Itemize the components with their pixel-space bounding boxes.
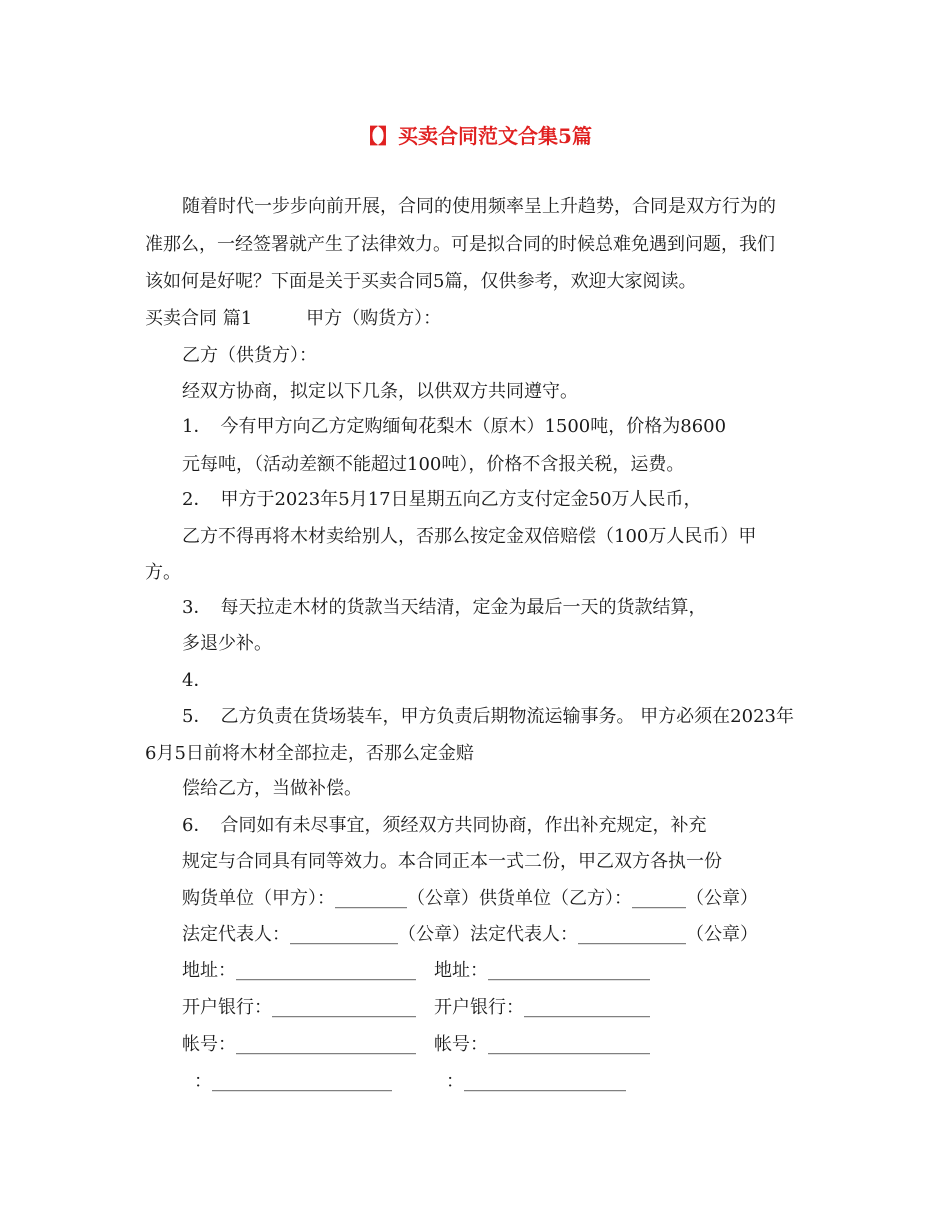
intro-line-2: 准那么，一经签署就产生了法律效力。可是拟合同的时候总难免遇到问题，我们 [145, 234, 775, 255]
clause-line: 乙方不得再将木材卖给别人，否那么按定金双倍赔偿（100万人民币）甲 [182, 526, 757, 547]
clause-line: 6． 合同如有未尽事宜，须经双方共同协商，作出补充规定，补充 [182, 815, 707, 836]
clause-line: 多退少补。 [182, 633, 272, 654]
clause-line: 1． 今有甲方向乙方定购缅甸花梨木（原木）1500吨，价格为8600 [182, 416, 727, 437]
document-title: 【】买卖合同范文合集5篇 [358, 124, 592, 148]
clause-line: 5． 乙方负责在货场装车，甲方负责后期物流运输事务。 甲方必须在2023年 [182, 706, 794, 727]
clause-line: 4． [182, 670, 212, 691]
signature-line: 地址：____________________ 地址：__________________ [182, 960, 650, 981]
section-heading: 买卖合同 篇1 甲方（购货方）： [145, 308, 442, 329]
party-b-line: 乙方（供货方）： [182, 345, 317, 366]
signature-line: 开户银行：________________ 开户银行：______________ [182, 997, 650, 1018]
clause-line: 6月5日前将木材全部拉走，否那么定金赔 [145, 743, 474, 764]
intro-line-1: 随着时代一步步向前开展，合同的使用频率呈上升趋势，合同是双方行为的 [182, 196, 776, 217]
preamble-line: 经双方协商，拟定以下几条，以供双方共同遵守。 [182, 381, 578, 402]
clause-line: 规定与合同具有同等效力。本合同正本一式二份，甲乙双方各执一份 [182, 851, 722, 872]
clause-line: 方。 [145, 562, 181, 583]
clause-line: 2． 甲方于2023年5月17日星期五向乙方支付定金50万人民币， [182, 489, 702, 510]
intro-line-3: 该如何是好呢？下面是关于买卖合同5篇，仅供参考，欢迎大家阅读。 [145, 271, 697, 292]
signature-line: 法定代表人：____________（公章）法定代表人：____________（公章） [182, 924, 758, 945]
clause-line: 偿给乙方，当做补偿。 [182, 778, 362, 799]
signature-line: 帐号：____________________ 帐号：__________________ [182, 1034, 650, 1055]
signature-line: ：____________________ ：__________________ [194, 1071, 626, 1092]
clause-line: 3． 每天拉走木材的货款当天结清，定金为最后一天的货款结算， [182, 597, 707, 618]
signature-line: 购货单位（甲方）：________（公章）供货单位（乙方）：______（公章） [182, 888, 758, 909]
clause-line: 元每吨，（活动差额不能超过100吨），价格不含报关税，运费。 [182, 454, 685, 475]
